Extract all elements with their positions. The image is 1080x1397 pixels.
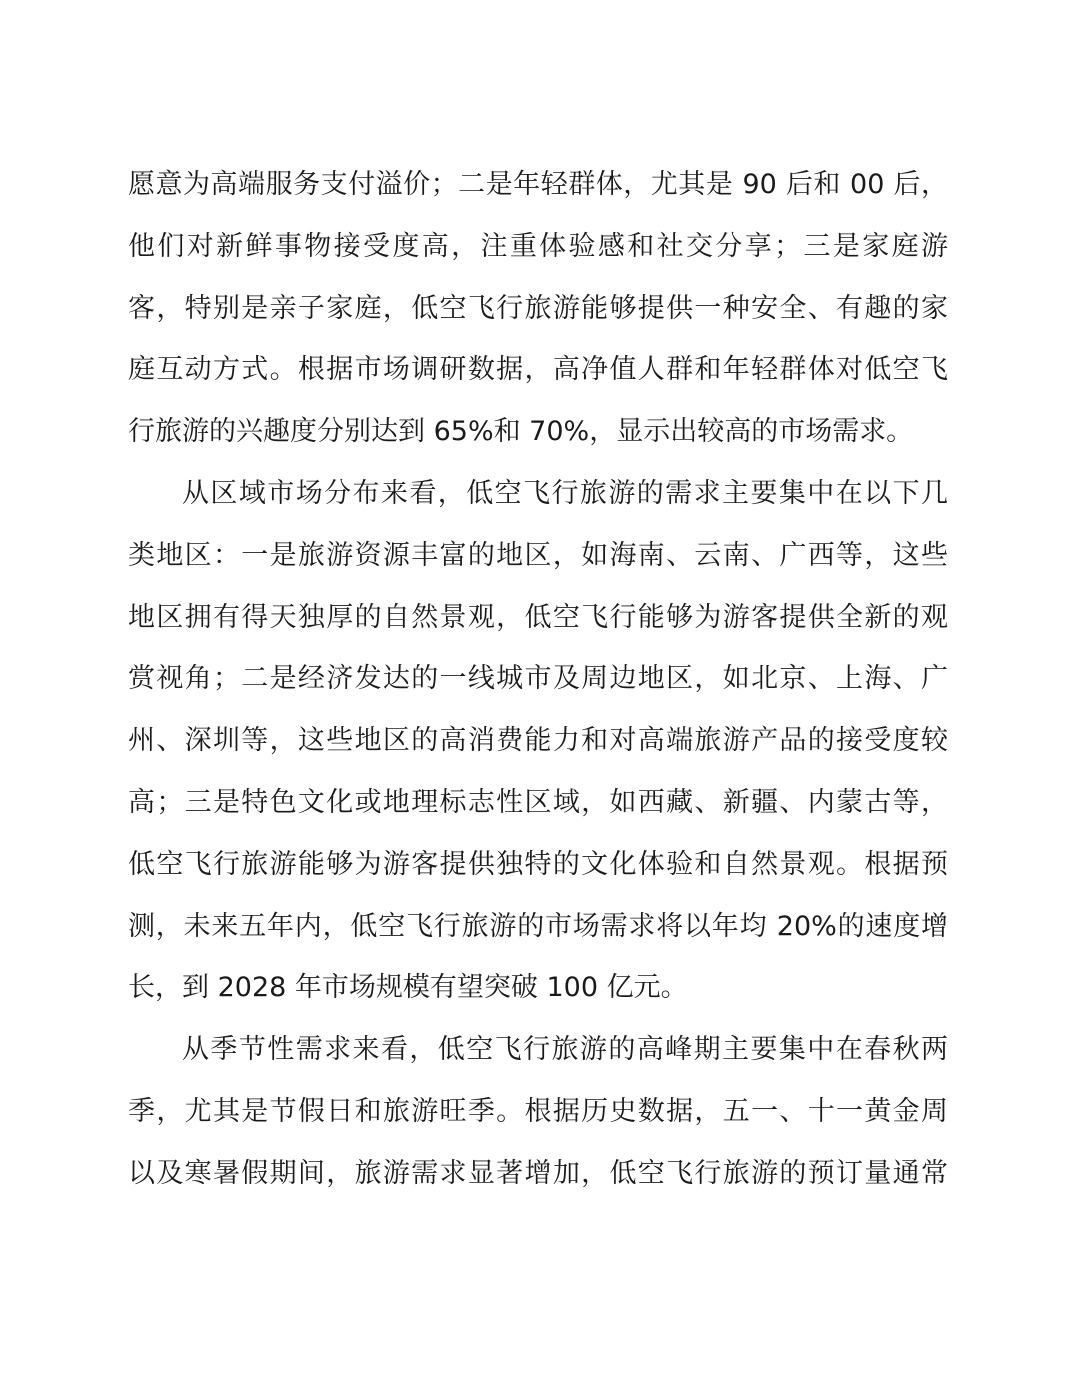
text-line: 赏视角；二是经济发达的一线城市及周边地区，如北京、上海、广	[128, 663, 948, 695]
text-line: 以及寒暑假期间，旅游需求显著增加，低空飞行旅游的预订量通常	[128, 1157, 948, 1189]
text-line: 高；三是特色文化或地理标志性区域，如西藏、新疆、内蒙古等，	[128, 786, 948, 818]
paragraph-target-groups	[128, 154, 948, 463]
text-line: 从季节性需求来看，低空飞行旅游的高峰期主要集中在春秋两	[182, 1034, 948, 1066]
document-body	[128, 154, 948, 1205]
text-line: 行旅游的兴趣度分别达到 65%和 70%，显示出较高的市场需求。	[128, 416, 914, 448]
text-line: 长，到 2028 年市场规模有望突破 100 亿元。	[128, 972, 688, 1004]
text-line: 州、深圳等，这些地区的高消费能力和对高端旅游产品的接受度较	[128, 725, 948, 757]
text-line: 地区拥有得天独厚的自然景观，低空飞行能够为游客提供全新的观	[128, 601, 948, 633]
text-line: 低空飞行旅游能够为游客提供独特的文化体验和自然景观。根据预	[128, 848, 948, 880]
text-line: 庭互动方式。根据市场调研数据，高净值人群和年轻群体对低空飞	[128, 354, 948, 386]
text-line: 客，特别是亲子家庭，低空飞行旅游能够提供一种安全、有趣的家	[128, 292, 948, 324]
text-line: 季，尤其是节假日和旅游旺季。根据历史数据，五一、十一黄金周	[128, 1095, 948, 1127]
text-line: 从区域市场分布来看，低空飞行旅游的需求主要集中在以下几	[182, 477, 948, 509]
paragraph-seasonal-demand	[128, 1019, 948, 1204]
text-line: 愿意为高端服务支付溢价；二是年轻群体，尤其是 90 后和 00 后，	[128, 169, 948, 200]
text-line: 他们对新鲜事物接受度高，注重体验感和社交分享；三是家庭游	[128, 230, 948, 262]
paragraph-regional-distribution	[128, 463, 948, 1019]
text-line: 类地区：一是旅游资源丰富的地区，如海南、云南、广西等，这些	[128, 539, 948, 571]
text-line: 测，未来五年内，低空飞行旅游的市场需求将以年均 20%的速度增	[128, 910, 948, 942]
